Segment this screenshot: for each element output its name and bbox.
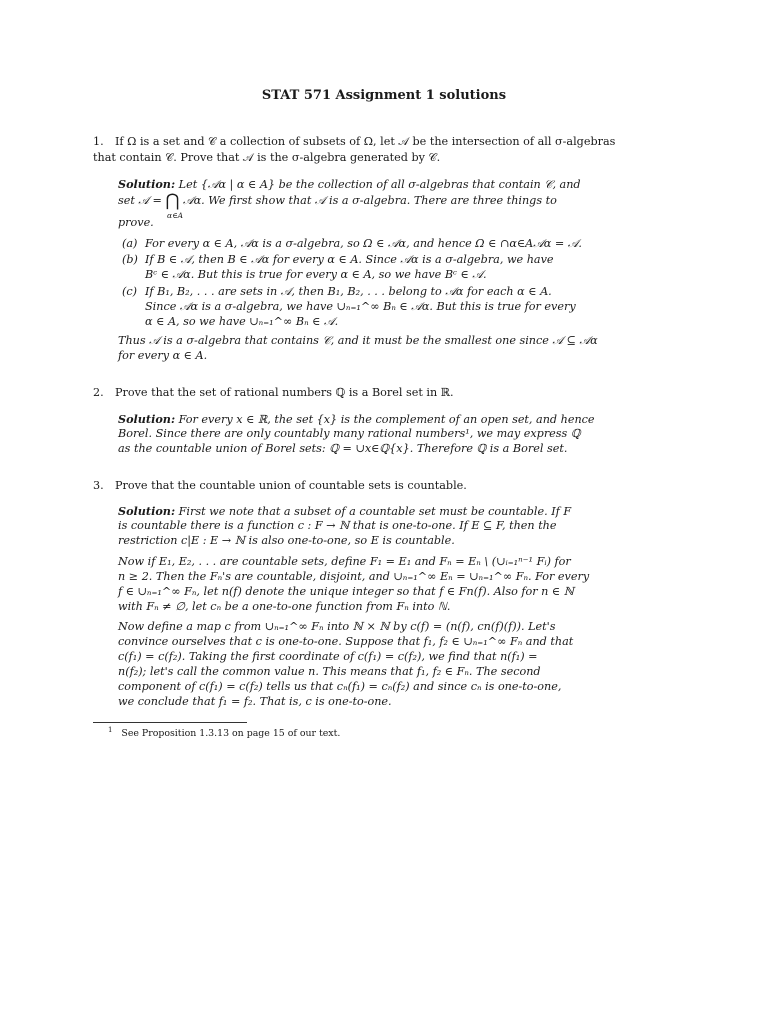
item-c-label: (c) <box>122 285 137 298</box>
item-a-label: (a) <box>122 237 138 250</box>
item-c-line-3: α ∈ A, so we have ∪ₙ₌₁^∞ Bₙ ∈ 𝒜. <box>145 315 339 328</box>
solution-2-label: Solution: <box>118 412 176 426</box>
solution-3-p2-line-4: with Fₙ ≠ ∅, let cₙ be a one-to-one function from Fₙ into ℕ. <box>118 600 451 613</box>
solution-3-p2-line-1: Now if E₁, E₂, . . . are countable sets, define F₁ = E₁ and Fₙ = Eₙ \ (∪ᵢ₌₁ⁿ⁻¹ Fᵢ) for <box>118 555 571 568</box>
solution-1-line-2-text: 𝒜α. We first show that 𝒜 is a σ-algebra. There are three things to <box>183 194 557 207</box>
big-intersection-symbol: ⋂ <box>165 191 180 211</box>
solution-2-line-1-text: For every x ∈ ℝ, the set {x} is the complement of an open set, and hence <box>178 413 595 426</box>
item-a <box>122 236 137 252</box>
solution-2-line-3: as the countable union of Borel sets: ℚ = ∪x∈ℚ{x}. Therefore ℚ is a Borel set. <box>118 442 568 455</box>
question-1 <box>93 134 615 150</box>
question-2-text: Prove that the set of rational numbers ℚ is a Borel set in ℝ. <box>115 386 454 399</box>
footnote-text: See Proposition 1.3.13 on page 15 of our text. <box>121 728 341 740</box>
solution-1-line-1 <box>118 176 581 193</box>
solution-3-p3-line-1: Now define a map c from ∪ₙ₌₁^∞ Fₙ into ℕ × ℕ by c(f) = (n(f), cn(f)(f)). Let's <box>118 620 556 633</box>
solution-1-line-2 <box>118 193 557 209</box>
footnote-mark: 1 <box>108 726 113 734</box>
intersection-index: α∈A <box>167 211 184 220</box>
solution-3-p3-line-2: convince ourselves that c is one-to-one. Suppose that f₁, f₂ ∈ ∪ₙ₌₁^∞ Fₙ and that <box>118 635 574 648</box>
solution-3-p3-line-6: we conclude that f₁ = f₂. That is, c is one-to-one. <box>118 695 392 708</box>
item-a-line-1: For every α ∈ A, 𝒜α is a σ-algebra, so Ω ∈ 𝒜α, and hence Ω ∈ ∩α∈A𝒜α = 𝒜. <box>145 237 582 250</box>
footnote-rule <box>93 722 247 723</box>
item-c-line-2: Since 𝒜α is a σ-algebra, we have ∪ₙ₌₁^∞ Bₙ ∈ 𝒜α. But this is true for every <box>145 300 576 313</box>
question-1-line-2: that contain 𝒞. Prove that 𝒜 is the σ-algebra generated by 𝒞. <box>93 151 441 164</box>
solution-3-p2-line-3: f ∈ ∪ₙ₌₁^∞ Fₙ, let n(f) denote the unique integer so that f ∈ Fn(f). Also for n ∈ ℕ <box>118 585 574 598</box>
footnote <box>108 726 340 739</box>
solution-3-p1-line-2: restriction c|E : E → ℕ is also one-to-one, so E is countable. <box>118 534 455 547</box>
question-3 <box>93 478 467 494</box>
solution-3-line-1-text: First we note that a subset of a countable set must be countable. If F <box>178 505 572 518</box>
solution-3-p2-line-2: n ≥ 2. Then the Fₙ's are countable, disjoint, and ∪ₙ₌₁^∞ Eₙ = ∪ₙ₌₁^∞ Fₙ. For every <box>118 570 590 583</box>
item-c-line-1: If B₁, B₂, . . . are sets in 𝒜, then B₁, B₂, . . . belong to 𝒜α for each α ∈ A. <box>145 285 552 298</box>
item-b-label: (b) <box>122 253 138 266</box>
solution-3-p1-line-1: is countable there is a function c : F → ℕ that is one-to-one. If E ⊆ F, then the <box>118 519 557 532</box>
solution-1-line-1-text: Let {𝒜α | α ∈ A} be the collection of all σ-algebras that contain 𝒞, and <box>178 178 581 191</box>
page-title: STAT 571 Assignment 1 solutions <box>261 88 507 103</box>
solution-3-p3-line-3: c(f₁) = c(f₂). Taking the first coordinate of c(f₁) = c(f₂), we find that n(f₁) = <box>118 650 538 663</box>
item-b-line-1: If B ∈ 𝒜, then B ∈ 𝒜α for every α ∈ A. Since 𝒜α is a σ-algebra, we have <box>145 253 554 266</box>
solution-3-label: Solution: <box>118 504 176 518</box>
question-2-number: 2. <box>93 386 104 399</box>
question-2 <box>93 385 454 401</box>
solution-1-label: Solution: <box>118 177 176 191</box>
solution-2-line-2: Borel. Since there are only countably many rational numbers¹, we may express ℚ <box>118 427 581 440</box>
question-3-text: Prove that the countable union of countable sets is countable. <box>115 479 467 492</box>
question-1-number: 1. <box>93 135 104 148</box>
solution-1-line-3: prove. <box>118 216 154 229</box>
solution-3-p3-line-4: n(f₂); let's call the common value n. This means that f₁, f₂ ∈ Fₙ. The second <box>118 665 541 678</box>
item-b-line-2: Bᶜ ∈ 𝒜α. But this is true for every α ∈ A, so we have Bᶜ ∈ 𝒜. <box>145 268 487 281</box>
solution-1-set-def: set 𝒜 = <box>118 194 162 207</box>
solution-1-closing-1: Thus 𝒜 is a σ-algebra that contains 𝒞, and it must be the smallest one since 𝒜 ⊆ 𝒜α <box>118 334 598 347</box>
solution-3-p3-line-5: component of c(f₁) = c(f₂) tells us that cₙ(f₁) = cₙ(f₂) and since cₙ is one-to-one, <box>118 680 562 693</box>
question-3-number: 3. <box>93 479 104 492</box>
question-1-line-1: If Ω is a set and 𝒞 a collection of subsets of Ω, let 𝒜 be the intersection of all σ-algebras <box>115 135 616 148</box>
solution-1-closing-2: for every α ∈ A. <box>118 349 208 362</box>
